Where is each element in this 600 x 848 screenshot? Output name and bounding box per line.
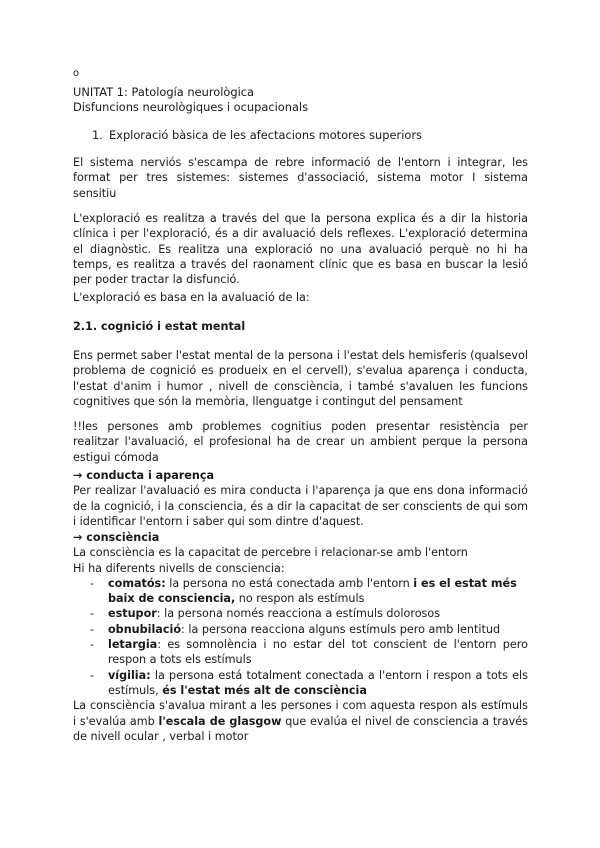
paragraph-resistance-note: !!les persones amb problemes cognitius poden presentar resistència per realitzar l'avaluació, el profesional ha de crear un ambient perque la persona estigui cómoda: [73, 420, 528, 464]
section-number: 1.: [92, 128, 103, 142]
consciencia-heading: → consciència: [73, 531, 160, 544]
section-heading-text: Exploració bàsica de les afectacions motores superiors: [109, 128, 422, 142]
section-heading: [92, 128, 422, 143]
subheading-cognition: 2.1. cognició i estat mental: [73, 320, 246, 333]
section-conducta: [73, 468, 528, 529]
list-item: - letargia: es somnolència i no estar del tot conscient de l'entorn pero respon a tots els estímuls: [90, 638, 528, 667]
paragraph-exploration: L'exploració es realitza a través del que la persona explica és a dir la historia clínica i per l'exploració, és a dir avaluació dels reflexes. L'exploració determina el diagnòstic. Es realitza una exploració no una avaluació perquè no hi ha temps, es realitza a través del raonament clínic que es basa en buscar la lesió per poder tractar la disfunció.: [73, 212, 528, 287]
bullet-mark: o: [73, 68, 80, 79]
list-item: - obnubilació: la persona reacciona alguns estímuls pero amb lentitud: [90, 622, 501, 636]
glasgow-scale-term: l'escala de glasgow: [158, 714, 282, 728]
section-consciencia: [73, 530, 528, 744]
paragraph-nervous-system: El sistema nerviós s'escampa de rebre informació de l'entorn i integrar, les format per tres sistemes: sistemes d'associació, sistema motor I sistema sensitiu: [73, 156, 528, 200]
paragraph-mental-state: Ens permet saber l'estat mental de la persona i l'estat dels hemisferis (qualsevol problema de cognició es produeix en el cervell), s'evalua aparença i conducta, l'estat d'anim i humor , nivell de consciència, i també s'avaluen les funcions cognitives que són la memòria, llenguatge i contingut del pensament: [73, 349, 528, 408]
consciencia-closing: La consciència s'avalua mirant a les persones i com aquesta respon als estímuls i s'evalúa amb l'escala de glasgow que evalúa el nivel de consciencia a través de nivell ocular , verbal i motor: [73, 699, 528, 743]
list-item: - estupor: la persona només reacciona a estímuls dolorosos: [90, 607, 441, 621]
consciencia-levels-intro: Hi ha diferents nivells de consciencia:: [73, 561, 285, 575]
unit-subtitle-line: Disfuncions neurològiques i ocupacionals: [73, 100, 309, 114]
conducta-heading: → conducta i aparença: [73, 469, 215, 482]
consciousness-levels-list: [73, 576, 528, 698]
consciencia-definition: La consciència es la capacitat de percebre i relacionar-se amb l'entorn: [73, 546, 468, 560]
unit-title-line: UNITAT 1: Patología neurològica: [73, 85, 255, 99]
list-item: - vígilia: la persona está totalment conectada a l'entorn i respon a tots els estímuls, és l'estat més alt de consciència: [90, 668, 528, 697]
conducta-text: Per realizar l'avaluació es mira conducta i l'aparença ja que ens dona informació de la cognició, i la consciencia, és a dir la capacitat de ser conscients de qui som i identificar l'entorn i saber qui som dintre d'aquest.: [73, 484, 528, 528]
paragraph-evaluation-intro: L'exploració es basa en la avaluació de la:: [73, 291, 310, 304]
list-item: - comatós: la persona no está conectada amb l'entorn i es el estat més baix de consciencia, no respon als estímuls: [90, 576, 517, 606]
unit-title: [73, 85, 528, 115]
